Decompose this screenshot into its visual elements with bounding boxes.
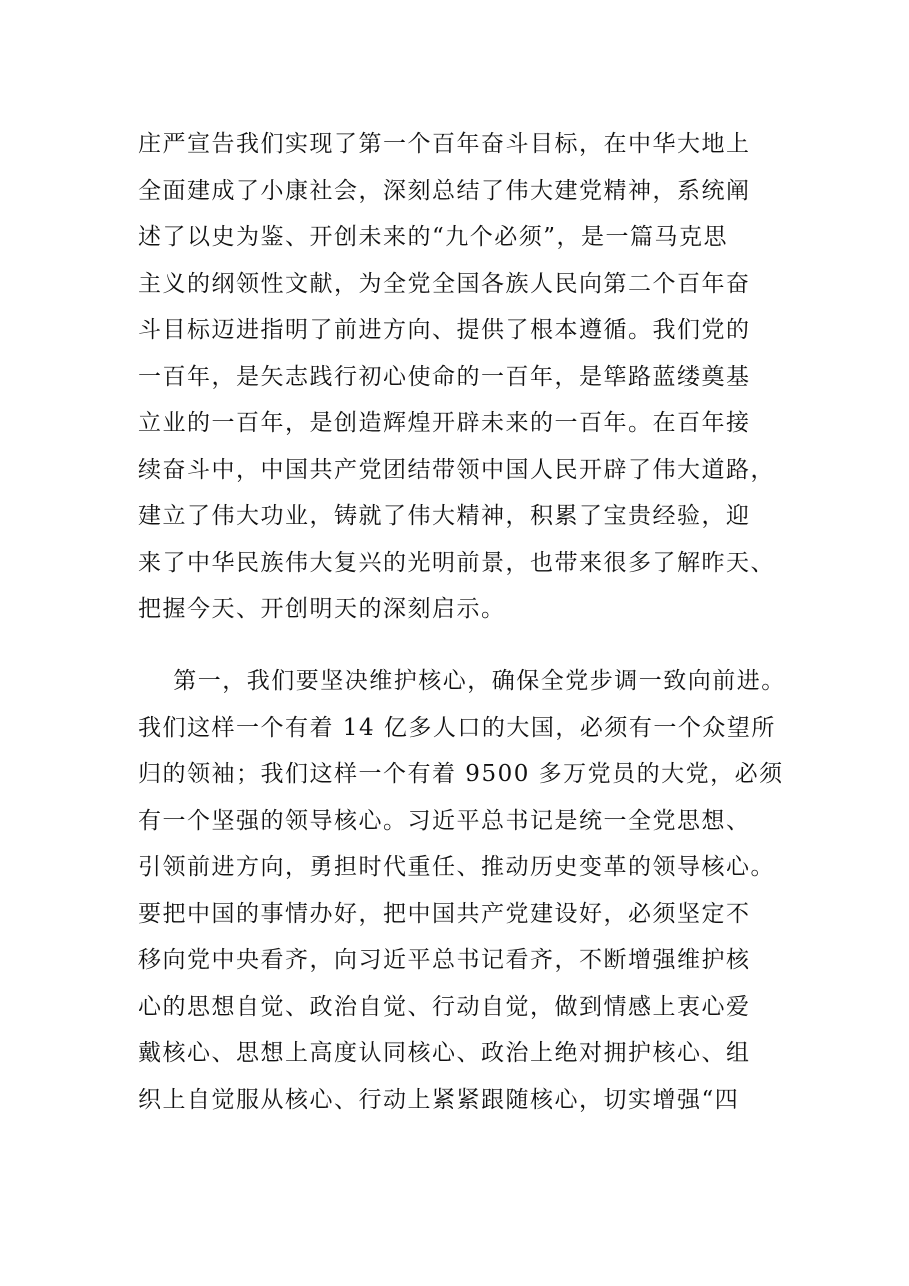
text-line: 立业的一百年，是创造辉煌开辟未来的一百年。在百年接 (138, 410, 751, 436)
text-line: 第一，我们要坚决维护核心，确保全党步调一致向前进。 (138, 668, 786, 694)
text-line: 要把中国的事情办好，把中国共产党建设好，必须坚定不 (138, 900, 751, 927)
text-line: 移向党中央看齐，向习近平总书记看齐，不断增强维护核 (138, 947, 751, 973)
text-line: 引领前进方向，勇担时代重任、推动历史变革的领导核心。 (138, 854, 775, 880)
text-line: 主义的纲领性文献，为全党全国各族人民向第二个百年奋 (138, 270, 751, 297)
paragraph (138, 121, 778, 633)
text-line: 述了以史为鉴、开创未来的“九个必须”，是一篇马克思 (138, 224, 729, 250)
text-line: 把握今天、开创明天的深刻启示。 (138, 596, 506, 622)
text-line: 戴核心、思想上高度认同核心、政治上绝对拥护核心、组 (138, 1040, 751, 1066)
text-line: 全面建成了小康社会，深刻总结了伟大建党精神，系统阐 (138, 177, 751, 204)
text-line: 我们这样一个有着 14 亿多人口的大国，必须有一个众望所 (138, 714, 776, 741)
text-line: 续奋斗中，中国共产党团结带领中国人民开辟了伟大道路， (138, 456, 775, 483)
text-line: 建立了伟大功业，铸就了伟大精神，积累了宝贵经验，迎 (138, 503, 751, 529)
text-line: 斗目标迈进指明了前进方向、提供了根本遵循。我们党的 (138, 317, 751, 343)
text-line: 来了中华民族伟大复兴的光明前景，也带来很多了解昨天、 (138, 549, 775, 576)
text-line: 有一个坚强的领导核心。习近平总书记是统一全党思想、 (138, 807, 751, 834)
text-line: 织上自觉服从核心、行动上紧紧跟随核心，切实增强“四 (138, 1086, 740, 1113)
text-line: 一百年，是矢志践行初心使命的一百年，是筚路蓝缕奠基 (138, 363, 751, 390)
text-line: 归的领袖；我们这样一个有着 9500 多万党员的大党，必须 (138, 761, 784, 787)
text-line: 庄严宣告我们实现了第一个百年奋斗目标，在中华大地上 (138, 131, 751, 157)
paragraph (138, 658, 786, 1123)
text-line: 心的思想自觉、政治自觉、行动自觉，做到情感上衷心爱 (138, 993, 751, 1020)
